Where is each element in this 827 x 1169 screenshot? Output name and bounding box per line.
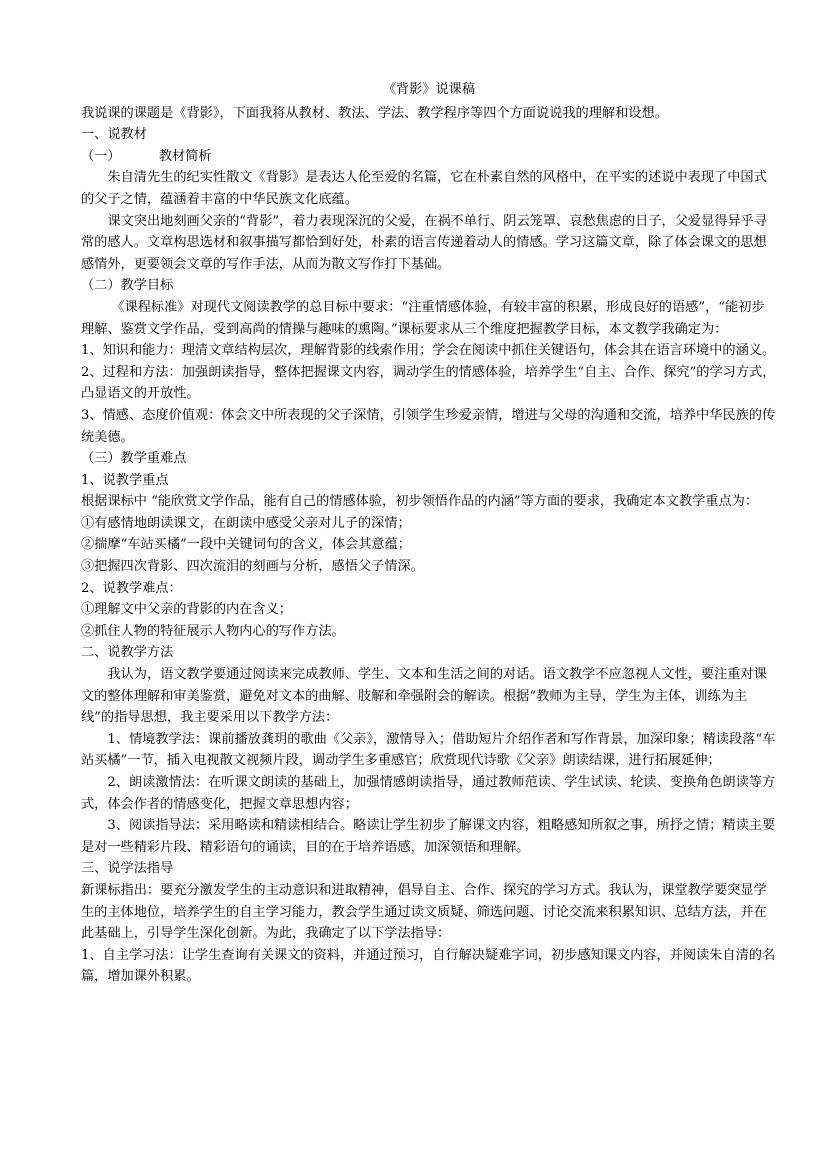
subsection-1a-title: 教材简析	[158, 148, 212, 164]
list-item: ③把握四次背影、四次流泪的刻画与分析，感悟父子情深。	[81, 559, 424, 575]
list-item: ①有感情地朗读课文，在朗读中感受父亲对儿子的深情；	[81, 515, 411, 531]
subsection-1b-heading: （二）教学目标	[81, 278, 174, 294]
list-item: 1、知识和能力：理清文章结构层次，理解背影的线索作用；学会在阅读中抓住关键语句，体会其在语言环境中的涵义。	[81, 343, 776, 359]
section-2-heading: 二、说教学方法	[81, 645, 174, 661]
paragraph: 根据课标中 “能欣赏文学作品，能有自己的情感体验，初步领悟作品的内涵”等方面的要求，我确定本文教学重点为：	[81, 494, 759, 510]
intro-paragraph: 我说课的课题是《背影》，下面我将从教材、教法、学法、教学程序等四个方面说说我的理解和设想。	[81, 105, 668, 121]
document-page	[81, 79, 777, 988]
list-item: 2、朗读激情法：在听课文朗读的基础上，加强情感朗读指导，通过教师范读、学生试读、轮读、变换角色朗读等方式，体会作者的情感变化，把握文章思想内容；	[81, 775, 776, 812]
list-item: 2、过程和方法：加强朗读指导，整体把握课文内容，调动学生的情感体验，培养学生“自主、合作、探究”的学习方式，凸显语文的开放性。	[81, 364, 776, 402]
paragraph: 朱自清先生的纪实性散文《背影》是表达人伦至爱的名篇，它在朴素自然的风格中，在平实的述说中表现了中国式的父子之情，蕴涵着丰富的中华民族文化底蕴。	[81, 170, 767, 207]
list-item: ②抓住人物的特征展示人物内心的写作方法。	[81, 623, 345, 639]
subsection-1a-heading	[81, 146, 777, 168]
list-item: 1、情境教学法：课前播放龚玥的歌曲《父亲》，激情导入；借助短片介绍作者和写作背景，加深印象；精读段落“车站买橘”一节，插入电视散文视频片段，调动学生多重感官；欣赏现代诗歌《父亲》朗读结课，进行拓展延伸；	[81, 731, 776, 769]
section-3-heading: 三、说学法指导	[81, 861, 174, 877]
list-item: 3、情感、态度价值观：体会文中所表现的父子深情，引领学生珍爱亲情，增进与父母的沟通和交流，培养中华民族的传统美德。	[81, 407, 776, 445]
list-item: ②揣摩“车站买橘”一段中关键词句的含义，体会其意蕴；	[81, 537, 411, 553]
list-item: ①理解文中父亲的背影的内在含义；	[81, 602, 292, 618]
list-item: 3、阅读指导法：采用略读和精读相结合。略读让学生初步了解课文内容，粗略感知所叙之事，所抒之情；精读主要是对一些精彩片段、精彩语句的诵读，目的在于培养语感，加深领悟和理解。	[81, 818, 776, 855]
paragraph: 《课程标准》对现代文阅读教学的总目标中要求：“注重情感体验，有较丰富的积累，形成良好的语感”，“能初步理解、鉴赏文学作品，受到高尚的情操与趣味的熏陶。”课标要求从三个维度把握教学目标，本文教学我确定为：	[81, 299, 765, 337]
paragraph: 我认为，语文教学要通过阅读来完成教师、学生、文本和生活之间的对话。语文教学不应忽视人文性，要注重对课文的整体理解和审美鉴赏，避免对文本的曲解、肢解和牵强附会的解读。根据“教师为主导，学生为主体，训练为主线”的指导思想，我主要采用以下教学方法：	[81, 667, 767, 726]
subheading: 2、说教学难点：	[81, 580, 182, 596]
section-1-heading: 一、说教材	[81, 127, 147, 143]
subheading: 1、说教学重点	[81, 472, 169, 488]
list-item: 1、自主学习法：让学生查询有关课文的资料，并通过预习，自行解决疑难字词，初步感知课文内容，并阅读朱自清的名篇，增加课外积累。	[81, 947, 776, 985]
paragraph: 课文突出地刻画父亲的“背影”，着力表现深沉的父爱，在祸不单行、阴云笼罩、哀愁焦虑的日子，父爱显得异乎寻常的感人。文章构思选材和叙事描写都恰到好处，朴素的语言传递着动人的情感。学习这篇文章，除了体会课文的思想感情外，更要领会文章的写作手法，从而为散文写作打下基础。	[81, 213, 768, 272]
paragraph: 新课标指出：要充分激发学生的主动意识和进取精神，倡导自主、合作、探究的学习方式。我认为，课堂教学要突显学生的主体地位，培养学生的自主学习能力，教会学生通过读文质疑、筛选问题、讨论交流来积累知识、总结方法，并在此基础上，引导学生深化创新。为此，我确定了以下学法指导：	[81, 882, 767, 942]
subsection-1c-heading: （三）教学重难点	[81, 451, 187, 467]
document-title: 《背影》说课稿	[382, 82, 476, 97]
subsection-1a-label: （一）	[81, 148, 121, 164]
